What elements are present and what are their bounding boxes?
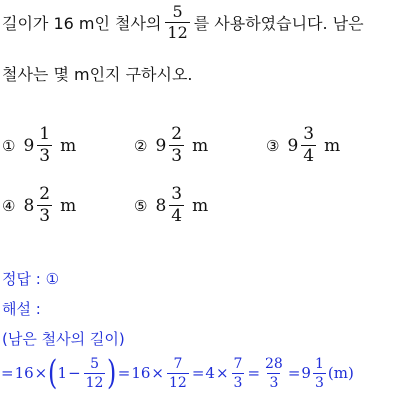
option-5-fraction	[169, 186, 184, 225]
option-4-num: 2	[39, 184, 51, 204]
result-whole: 9	[301, 364, 311, 382]
question-text-2: 철사는 몇 m인지 구하시오.	[2, 65, 193, 84]
close-paren: )	[107, 353, 117, 393]
equals-3: =	[191, 364, 205, 382]
option-4-den: 3	[39, 206, 51, 226]
num-16-a: 16	[14, 364, 34, 382]
option-3-mark: ③	[266, 136, 280, 155]
option-2-unit: m	[192, 135, 209, 156]
option-2-mark: ②	[134, 136, 148, 155]
explanation-label: 해설 :	[2, 300, 41, 318]
option-5-den: 4	[171, 206, 183, 226]
fraction-7-12-den: 12	[168, 374, 187, 391]
option-3-num: 3	[303, 124, 315, 144]
equals-5: =	[287, 364, 301, 382]
option-2-num: 2	[171, 124, 183, 144]
fraction-7-12	[167, 357, 189, 390]
option-2[interactable]	[134, 126, 208, 165]
option-4-fraction	[37, 186, 52, 225]
open-paren: (	[48, 353, 58, 393]
question-fraction	[165, 4, 189, 41]
option-2-whole: 9	[155, 135, 167, 156]
option-5-unit: m	[192, 195, 209, 216]
option-4-whole: 8	[23, 195, 35, 216]
option-5-whole: 8	[155, 195, 167, 216]
option-5-mark: ⑤	[134, 196, 148, 215]
result-unit: (m)	[327, 364, 354, 382]
option-3-fraction	[301, 126, 316, 165]
fraction-1-3-num: 1	[314, 355, 324, 372]
option-1-unit: m	[60, 135, 77, 156]
fraction-7-12-num: 7	[173, 355, 183, 372]
times-3: ×	[215, 364, 229, 382]
question-line-1	[2, 4, 364, 41]
minus-sign: −	[68, 364, 81, 382]
fraction-1-3-den: 3	[314, 374, 324, 391]
fraction-5-12	[84, 357, 106, 390]
option-3-unit: m	[324, 135, 341, 156]
option-2-den: 3	[171, 146, 183, 166]
fraction-7-3-den: 3	[233, 374, 243, 391]
fraction-7-3-num: 7	[233, 355, 243, 372]
fraction-28-3	[263, 357, 285, 390]
equals-1: =	[1, 364, 14, 382]
option-1-whole: 9	[23, 135, 35, 156]
option-5[interactable]	[134, 186, 208, 225]
times-1: ×	[34, 364, 48, 382]
option-1-num: 1	[39, 124, 51, 144]
question-text-1b: 를 사용하였습니다. 남은	[193, 14, 364, 33]
question-line-2	[2, 62, 193, 85]
solution-formula	[0, 353, 354, 393]
fraction-28-3-den: 3	[269, 374, 279, 391]
option-4-mark: ④	[2, 196, 16, 215]
option-3-whole: 9	[287, 135, 299, 156]
num-16-b: 16	[131, 364, 151, 382]
option-1-fraction	[37, 126, 52, 165]
fraction-7-3	[232, 357, 245, 390]
question-fraction-num: 5	[172, 2, 183, 21]
num-one: 1	[57, 364, 68, 382]
fraction-5-12-den: 12	[85, 374, 104, 391]
fraction-28-3-num: 28	[265, 355, 283, 372]
option-4[interactable]	[2, 186, 76, 225]
question-fraction-den: 12	[167, 23, 188, 42]
fraction-1-3	[313, 357, 326, 390]
option-3[interactable]	[266, 126, 340, 165]
explanation-note: (남은 철사의 길이)	[2, 330, 125, 348]
option-4-unit: m	[60, 195, 77, 216]
num-4: 4	[205, 364, 215, 382]
option-5-num: 3	[171, 184, 183, 204]
question-text-1a: 길이가 16 m인 철사의	[2, 14, 162, 33]
equals-2: =	[117, 364, 131, 382]
times-2: ×	[151, 364, 164, 382]
option-1[interactable]	[2, 126, 76, 165]
equals-4: =	[247, 364, 261, 382]
fraction-5-12-num: 5	[90, 355, 100, 372]
option-1-mark: ①	[2, 136, 16, 155]
option-2-fraction	[169, 126, 184, 165]
option-1-den: 3	[39, 146, 51, 166]
answer-label: 정답 : ①	[2, 270, 60, 288]
option-3-den: 4	[303, 146, 315, 166]
